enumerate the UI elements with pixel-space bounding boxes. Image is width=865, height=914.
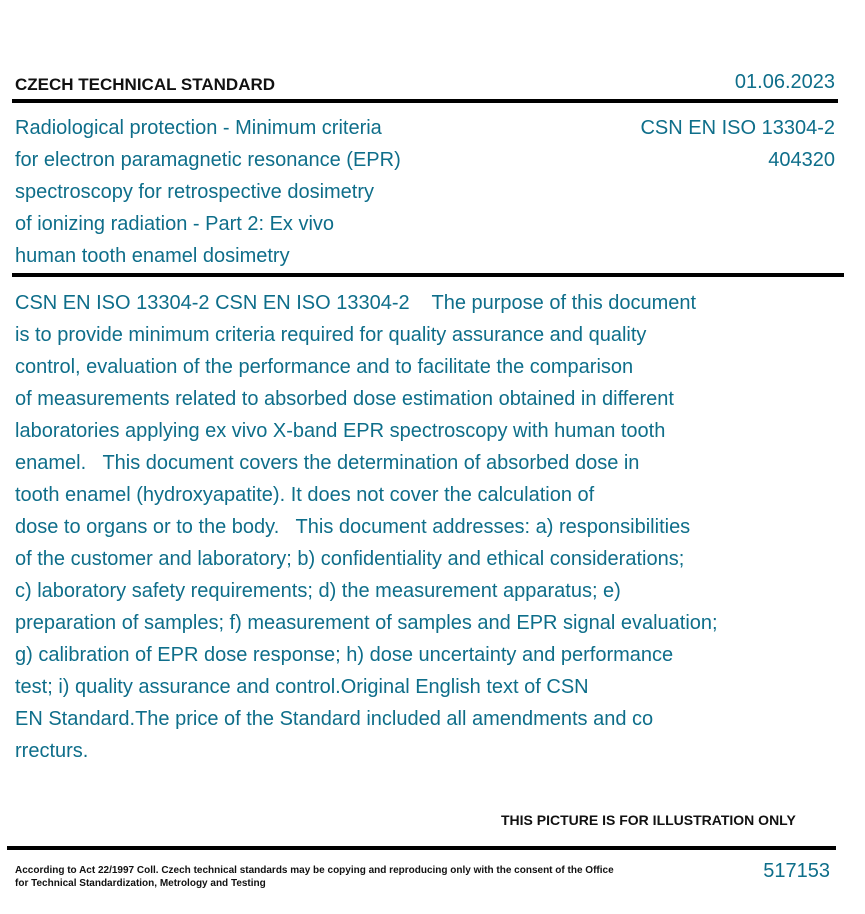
title-line: spectroscopy for retrospective dosimetry (15, 181, 375, 203)
standard-description (15, 287, 795, 767)
class-number: 404320 (768, 149, 835, 171)
illustration-notice: THIS PICTURE IS FOR ILLUSTRATION ONLY (501, 812, 796, 828)
catalog-number: 517153 (763, 860, 830, 882)
title-divider (12, 273, 844, 277)
description-line: tooth enamel (hydroxyapatite). It does not cover the calculation of (15, 484, 595, 506)
description-line: of the customer and laboratory; b) confidentiality and ethical considerations; (15, 548, 685, 570)
legal-line: According to Act 22/1997 Coll. Czech technical standards may be copying and reproducing only with the consent of the Office (15, 865, 614, 876)
description-line: laboratories applying ex vivo X-band EPR spectroscopy with human tooth (15, 420, 666, 442)
publication-date: 01.06.2023 (734, 71, 835, 93)
title-line: human tooth enamel dosimetry (15, 245, 290, 267)
description-line: is to provide minimum criteria required for quality assurance and quality (15, 324, 647, 346)
legal-notice (15, 864, 615, 890)
standard-title (15, 112, 455, 272)
description-line: g) calibration of EPR dose response; h) dose uncertainty and performance (15, 644, 674, 666)
description-line: enamel. This document covers the determination of absorbed dose in (15, 452, 640, 474)
description-line: dose to organs or to the body. This document addresses: a) responsibilities (15, 516, 691, 538)
title-line: of ionizing radiation - Part 2: Ex vivo (15, 213, 335, 235)
description-line: CSN EN ISO 13304-2 CSN EN ISO 13304-2 The purpose of this document (15, 292, 697, 314)
description-line: preparation of samples; f) measurement of samples and EPR signal evaluation; (15, 612, 718, 634)
title-line: for electron paramagnetic resonance (EPR) (15, 149, 401, 171)
description-line: EN Standard.The price of the Standard included all amendments and co (15, 708, 654, 730)
description-line: c) laboratory safety requirements; d) the measurement apparatus; e) (15, 580, 621, 602)
standard-identifiers (640, 112, 835, 176)
description-line: of measurements related to absorbed dose estimation obtained in different (15, 388, 674, 410)
description-line: rrecturs. (15, 740, 89, 762)
title-line: Radiological protection - Minimum criteria (15, 117, 382, 139)
standard-code: CSN EN ISO 13304-2 (640, 117, 835, 139)
description-line: control, evaluation of the performance and to facilitate the comparison (15, 356, 634, 378)
document-type-label: CZECH TECHNICAL STANDARD (15, 75, 276, 94)
legal-line: for Technical Standardization, Metrology and Testing (15, 878, 266, 889)
footer-divider (7, 846, 836, 850)
header-divider (12, 99, 838, 103)
description-line: test; i) quality assurance and control.Original English text of CSN (15, 676, 589, 698)
